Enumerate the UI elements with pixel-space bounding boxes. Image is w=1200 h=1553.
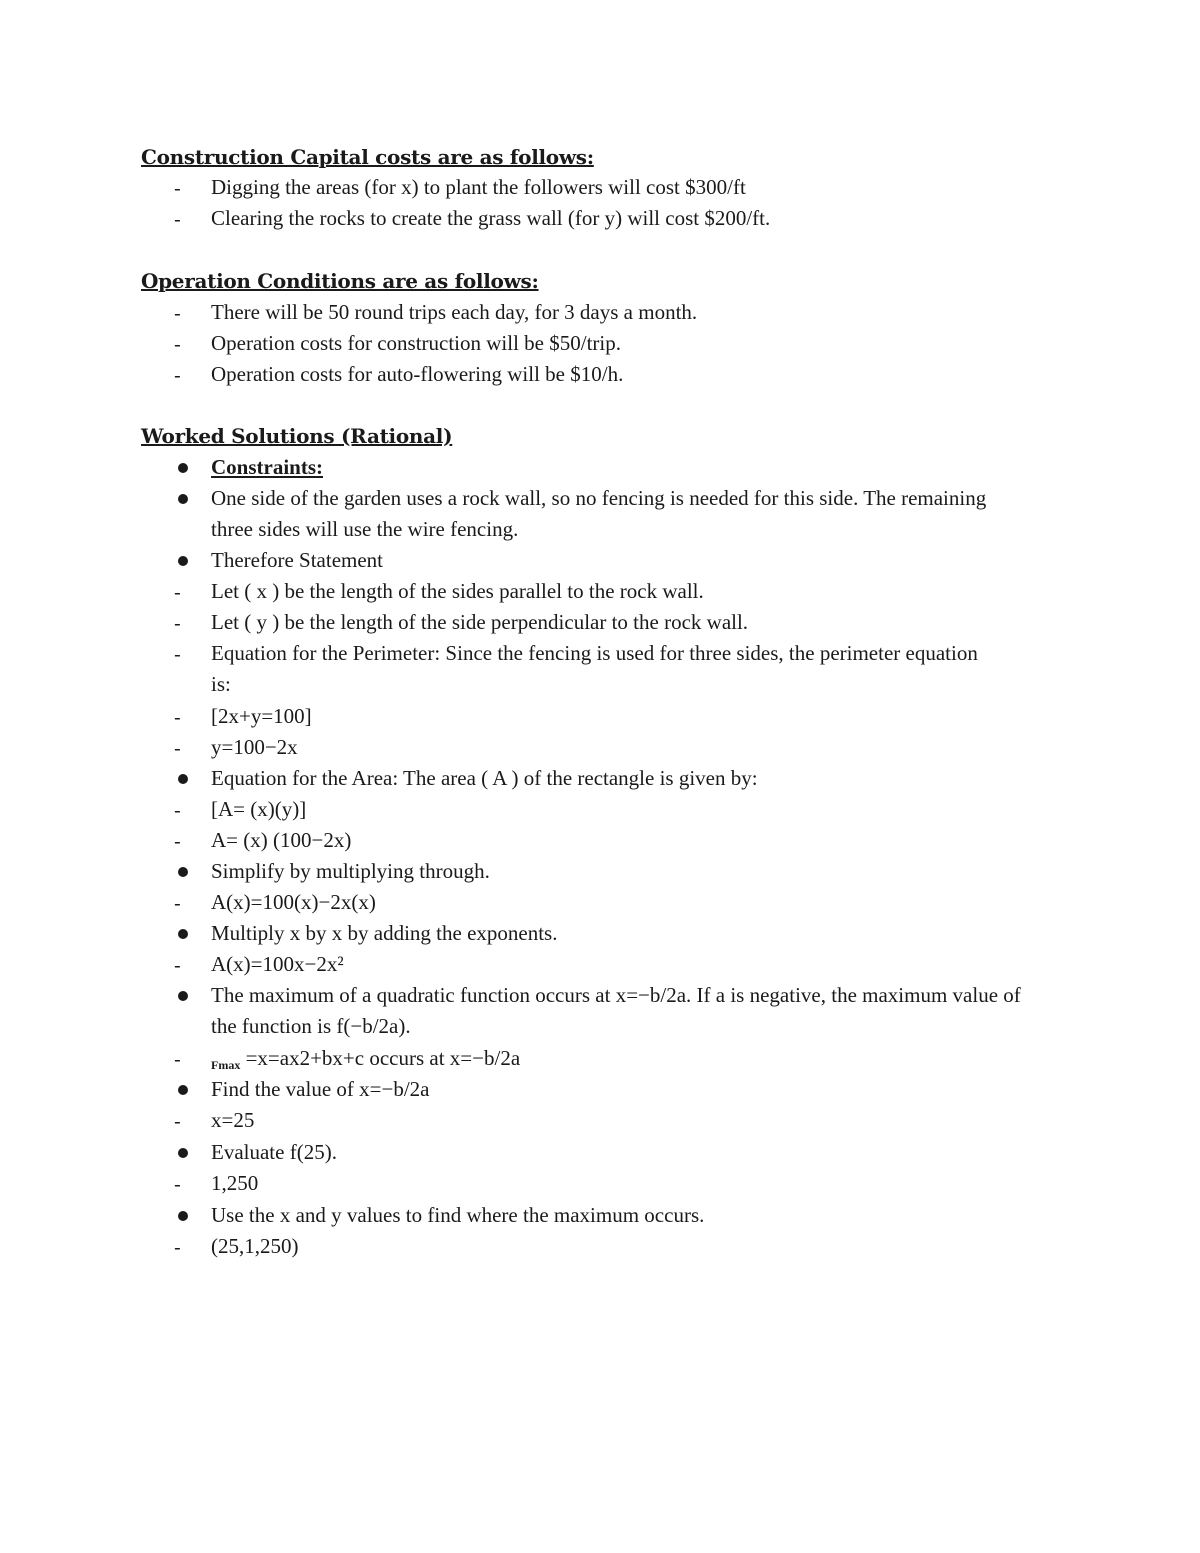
bullet-marker — [178, 929, 188, 939]
area-expanded: A(x)=100(x)−2x(x) — [211, 890, 376, 914]
bullet-marker — [178, 774, 188, 784]
multiply-text: Multiply x by x by adding the exponents. — [211, 921, 558, 945]
worked-solutions-heading: Worked Solutions (Rational) — [141, 424, 453, 448]
construction-op-cost-text: Operation costs for construction will be $50/trip. — [211, 331, 622, 355]
dash-marker: - — [174, 1109, 181, 1133]
x-value: x=25 — [211, 1108, 255, 1132]
clearing-cost-text: Clearing the rocks to create the grass wall (for y) will cost $200/ft. — [211, 206, 771, 230]
operation-conditions-heading: Operation Conditions are as follows: — [141, 269, 539, 293]
dash-marker: - — [174, 580, 181, 604]
bullet-marker — [178, 867, 188, 877]
constraints-label: Constraints: — [211, 455, 324, 479]
area-equation-text: Equation for the Area: The area ( A ) of the rectangle is given by: — [211, 766, 758, 790]
max-area-value: 1,250 — [211, 1171, 259, 1195]
let-y-text: Let ( y ) be the length of the side perpendicular to the rock wall. — [211, 610, 749, 634]
construction-costs-heading: Construction Capital costs are as follows: — [141, 145, 594, 169]
dash-marker: - — [174, 611, 181, 635]
perimeter-formula: [2x+y=100] — [211, 704, 312, 728]
round-trips-text: There will be 50 round trips each day, for 3 days a month. — [211, 300, 698, 324]
dash-marker: - — [174, 891, 181, 915]
bullet-marker — [178, 1148, 188, 1158]
let-x-text: Let ( x ) be the length of the sides parallel to the rock wall. — [211, 579, 704, 603]
dash-marker: - — [174, 207, 181, 231]
auto-flowering-cost-text: Operation costs for auto-flowering will be $10/h. — [211, 362, 624, 386]
dash-marker: - — [174, 642, 181, 666]
therefore-statement-text: Therefore Statement — [211, 548, 383, 572]
area-substituted: A= (x) (100−2x) — [211, 828, 352, 852]
perimeter-equation-text: Equation for the Perimeter: Since the fencing is used for three sides, the perimeter equation is: — [211, 641, 978, 696]
bullet-marker — [178, 463, 188, 473]
bullet-marker — [178, 1211, 188, 1221]
dash-marker: - — [174, 1172, 181, 1196]
rock-wall-text: One side of the garden uses a rock wall, so no fencing is needed for this side. The remaining three sides will use the wire fencing. — [211, 486, 987, 541]
evaluate-text: Evaluate f(25). — [211, 1140, 337, 1164]
dash-marker: - — [174, 1235, 181, 1259]
dash-marker: - — [174, 953, 181, 977]
y-formula: y=100−2x — [211, 735, 298, 759]
bullet-marker — [178, 556, 188, 566]
maximum-text: The maximum of a quadratic function occurs at x=−b/2a. If a is negative, the maximum value of the function is f(−b/2a). — [211, 983, 1021, 1038]
bullet-marker — [178, 991, 188, 1001]
fmax-label: Fmax — [211, 1058, 241, 1072]
bullet-marker — [178, 1085, 188, 1095]
use-xy-text: Use the x and y values to find where the maximum occurs. — [211, 1203, 705, 1227]
dash-marker: - — [174, 736, 181, 760]
dash-marker: - — [174, 363, 181, 387]
simplify-text: Simplify by multiplying through. — [211, 859, 490, 883]
area-formula: [A= (x)(y)] — [211, 797, 307, 821]
bullet-marker — [178, 494, 188, 504]
max-point-value: (25,1,250) — [211, 1234, 299, 1258]
find-x-text: Find the value of x=−b/2a — [211, 1077, 430, 1101]
dash-marker: - — [174, 705, 181, 729]
dash-marker: - — [174, 332, 181, 356]
dash-marker: - — [174, 301, 181, 325]
digging-cost-text: Digging the areas (for x) to plant the followers will cost $300/ft — [211, 175, 746, 199]
dash-marker: - — [174, 798, 181, 822]
dash-marker: - — [174, 829, 181, 853]
dash-marker: - — [174, 1047, 181, 1071]
fmax-expression: =x=ax2+bx+c occurs at x=−b/2a — [240, 1046, 521, 1070]
area-quadratic: A(x)=100x−2x² — [211, 952, 344, 976]
dash-marker: - — [174, 176, 181, 200]
